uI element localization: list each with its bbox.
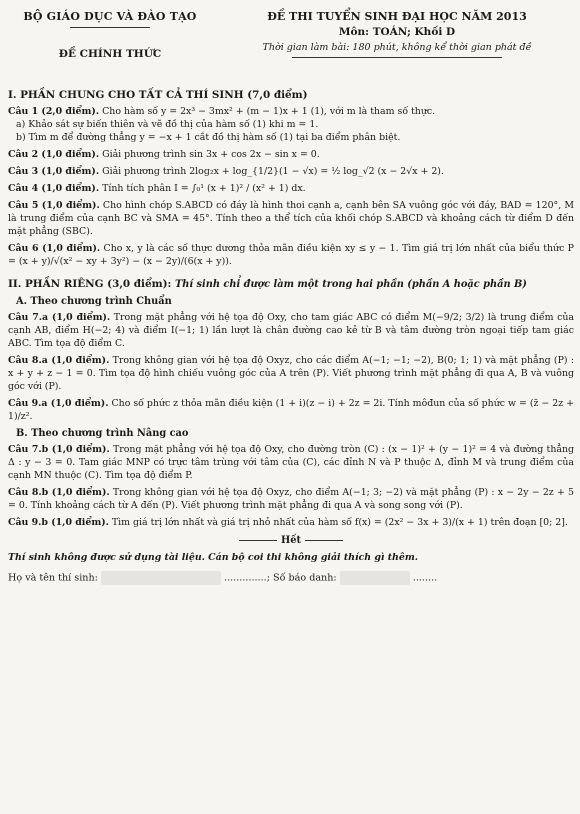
dots-1: ..............; [224, 572, 270, 584]
question-9b [8, 517, 574, 530]
question-text: Trong không gian với hệ tọa độ Oxyz, cho các điểm A(−1; −1; −2), B(0; 1; 1) và mặt phẳng (P) : x + y + z − 1 = 0. Tìm tọa độ hình chiếu vuông góc của A trên (P). Viết phương trình mặt phẳng đi qua A, B và vuông góc với (P). [8, 354, 574, 392]
question-text: Cho hàm số y = 2x³ − 3mx² + (m − 1)x + 1 (1), với m là tham số thực. [102, 106, 436, 118]
question-4 [8, 183, 574, 196]
candidate-info-line [8, 571, 574, 587]
end-label: Hết [280, 535, 301, 547]
question-label: Câu 6 (1,0 điểm). [8, 243, 101, 255]
question-7a [8, 312, 574, 351]
part2-title: II. PHẦN RIÊNG (3,0 điểm): [8, 278, 172, 291]
question-1b: b) Tìm m để đường thẳng y = −x + 1 cắt đồ thị hàm số (1) tại ba điểm phân biệt. [16, 132, 401, 144]
question-text: Tính tích phân I = ∫₀¹ (x + 1)² / (x² + 1) dx. [102, 183, 306, 195]
candidate-name-label: Họ và tên thí sinh: [8, 572, 98, 584]
exam-title: ĐỀ THI TUYỂN SINH ĐẠI HỌC NĂM 2013 [267, 10, 527, 23]
question-8b [8, 487, 574, 513]
question-7b [8, 444, 574, 483]
question-label: Câu 2 (1,0 điểm). [8, 149, 100, 161]
question-text: Trong không gian với hệ tọa độ Oxyz, cho điểm A(−1; 3; −2) và mặt phẳng (P) : x − 2y − 2z + 5 = 0. Tính khoảng cách từ A đến (P). Viết phương trình mặt phẳng đi qua A và song song với (P). [8, 487, 574, 512]
question-label: Câu 3 (1,0 điểm). [8, 166, 100, 178]
candidate-id-field [340, 571, 410, 585]
end-dash-right [305, 540, 343, 541]
candidate-name-field [101, 571, 221, 585]
header-left [10, 10, 210, 60]
question-text: Trong mặt phẳng với hệ tọa độ Oxy, cho đường tròn (C) : (x − 1)² + (y − 1)² = 4 và đường thẳng Δ : y − 3 = 0. Tam giác MNP có trực tâm trùng với tâm của (C), các đỉnh N và P thuộc Δ, đỉnh M và trung điểm của cạnh MN thuộc (C). Tìm tọa độ điểm P. [8, 444, 574, 482]
question-label: Câu 7.b (1,0 điểm). [8, 444, 110, 456]
question-text: Giải phương trình sin 3x + cos 2x − sin x = 0. [102, 149, 320, 161]
question-label: Câu 5 (1,0 điểm). [8, 200, 100, 212]
question-1a: a) Khảo sát sự biến thiên và vẽ đồ thị của hàm số (1) khi m = 1. [16, 119, 319, 131]
question-2 [8, 149, 574, 162]
section-b-heading: B. Theo chương trình Nâng cao [16, 427, 189, 439]
question-9a [8, 398, 574, 424]
question-6 [8, 243, 574, 269]
part2-heading [8, 277, 574, 292]
question-label: Câu 9.b (1,0 điểm). [8, 517, 109, 529]
question-text: Cho x, y là các số thực dương thỏa mãn điều kiện xy ≤ y − 1. Tìm giá trị lớn nhất của biểu thức P = (x + y)/√(x² − xy + 3y²) − (x − 2y)/(6(x + y)). [8, 243, 574, 268]
timing-line: Thời gian làm bài: 180 phút, không kể thời gian phát đề [262, 42, 532, 53]
part1-heading: I. PHẦN CHUNG CHO TẤT CẢ THÍ SINH (7,0 điểm) [8, 89, 308, 101]
question-label: Câu 8.a (1,0 điểm). [8, 354, 110, 366]
official-label: ĐỀ CHÍNH THỨC [58, 48, 162, 60]
question-label: Câu 4 (1,0 điểm). [8, 183, 100, 195]
question-label: Câu 9.a (1,0 điểm). [8, 397, 109, 409]
subject-line: Môn: TOÁN; Khối D [338, 26, 456, 38]
question-text: Cho hình chóp S.ABCD có đáy là hình thoi cạnh a, cạnh bên SA vuông góc với đáy, BAD = 120°, M là trung điểm của cạnh BC và SMA = 45°. Tính theo a thể tích của khối chóp S.ABCD và khoảng cách từ điểm D đến mặt phẳng (SBC). [8, 200, 574, 238]
question-label: Câu 8.b (1,0 điểm). [8, 487, 110, 499]
end-dash-left [239, 540, 277, 541]
candidate-id-label: Số báo danh: [273, 572, 337, 584]
question-text: Trong mặt phẳng với hệ tọa độ Oxy, cho tam giác ABC có điểm M(−9/2; 3/2) là trung điểm của cạnh AB, điểm H(−2; 4) và điểm I(−1; 1) lần lượt là chân đường cao kẻ từ B và tâm đường tròn ngoại tiếp tam giác ABC. Tìm tọa độ điểm C. [8, 312, 574, 349]
question-label: Câu 1 (2,0 điểm). [8, 106, 100, 118]
end-marker [8, 534, 574, 548]
ministry-name: BỘ GIÁO DỤC VÀ ĐÀO TẠO [23, 10, 197, 23]
timing-divider [292, 57, 502, 58]
header-divider [70, 27, 150, 28]
question-3 [8, 166, 574, 179]
dots-2: ........ [412, 572, 438, 584]
question-8a [8, 355, 574, 394]
question-text: Tìm giá trị lớn nhất và giá trị nhỏ nhất của hàm số f(x) = (2x² − 3x + 3)/(x + 1) trên đoạn [0; 2]. [111, 517, 568, 529]
header-right [222, 10, 572, 58]
question-text: Giải phương trình 2log₂x + log_{1/2}(1 − √x) = ½ log_√2 (x − 2√x + 2). [102, 166, 444, 178]
question-text: Cho số phức z thỏa mãn điều kiện (1 + i)(z − i) + 2z = 2i. Tính môđun của số phức w = (z̄ − 2z + 1)/z². [8, 397, 575, 422]
section-a-heading: A. Theo chương trình Chuẩn [16, 295, 172, 307]
question-5 [8, 200, 574, 239]
exam-content [8, 80, 574, 587]
question-1 [8, 106, 574, 119]
question-label: Câu 7.a (1,0 điểm). [8, 312, 111, 324]
part2-note: Thí sinh chỉ được làm một trong hai phần (phần A hoặc phần B) [174, 279, 527, 291]
footer-note: Thí sinh không được sử dụng tài liệu. Cán bộ coi thi không giải thích gì thêm. [8, 551, 419, 563]
